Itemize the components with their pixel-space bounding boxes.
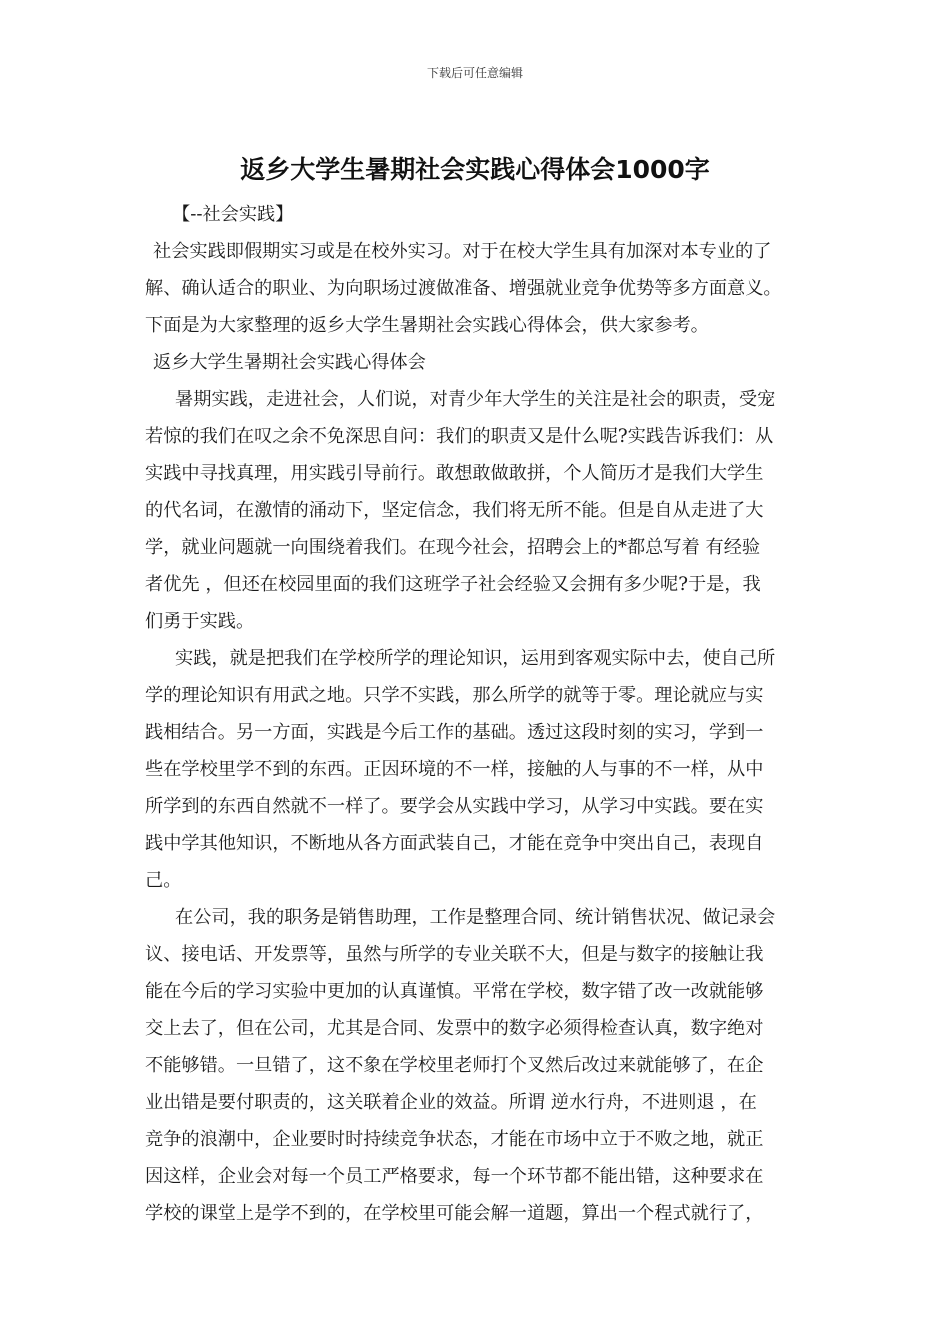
paragraph-line: 若惊的我们在叹之余不免深思自问：我们的职责又是什么呢?实践告诉我们：从	[145, 426, 774, 447]
paragraph-line: 学，就业问题就一向围绕着我们。在现今社会，招聘会上的*都总写着 有经验	[145, 537, 761, 558]
paragraph-line: 业出错是要付职责的，这关联着企业的效益。所谓 逆水行舟，不进则退 ，在	[145, 1092, 757, 1113]
paragraph-line: 不能够错。一旦错了，这不象在学校里老师打个叉然后改过来就能够了，在企	[145, 1055, 764, 1076]
paragraph-line: 践相结合。另一方面，实践是今后工作的基础。透过这段时刻的实习，学到一	[145, 722, 764, 743]
section-bracket: 【--社会实践】	[172, 204, 294, 225]
paragraph-line: 因这样，企业会对每一个员工严格要求，每一个环节都不能出错，这种要求在	[145, 1166, 764, 1187]
intro-line: 社会实践即假期实习或是在校外实习。对于在校大学生具有加深对本专业的了	[153, 241, 772, 262]
intro-line: 下面是为大家整理的返乡大学生暑期社会实践心得体会，供大家参考。	[145, 315, 709, 336]
paragraph-line: 学的理论知识有用武之地。只学不实践，那么所学的就等于零。理论就应与实	[145, 685, 764, 706]
paragraph-line: 所学到的东西自然就不一样了。要学会从实践中学习，从学习中实践。要在实	[145, 796, 764, 817]
paragraph-line: 竞争的浪潮中，企业要时时持续竞争状态，才能在市场中立于不败之地，就正	[145, 1129, 764, 1150]
paragraph-line: 能在今后的学习实验中更加的认真谨慎。平常在学校，数字错了改一改就能够	[145, 981, 764, 1002]
paragraph-line: 些在学校里学不到的东西。正因环境的不一样，接触的人与事的不一样，从中	[145, 759, 764, 780]
header-note: 下载后可任意编辑	[426, 66, 523, 80]
paragraph-line: 己。	[145, 870, 182, 891]
intro-line: 解、确认适合的职业、为向职场过渡做准备、增强就业竞争优势等多方面意义。	[145, 278, 782, 299]
paragraph-line: 在公司，我的职务是销售助理，工作是整理合同、统计销售状况、做记录会	[175, 907, 776, 928]
paragraph-line: 交上去了，但在公司，尤其是合同、发票中的数字必须得检查认真，数字绝对	[145, 1018, 764, 1039]
document-body	[145, 196, 825, 1232]
paragraph-line: 的代名词，在激情的涌动下，坚定信念，我们将无所不能。但是自从走进了大	[145, 500, 764, 521]
paragraph-line: 暑期实践，走进社会，人们说，对青少年大学生的关注是社会的职责，受宠	[175, 389, 776, 410]
paragraph-line: 践中学其他知识，不断地从各方面武装自己，才能在竞争中突出自己，表现自	[145, 833, 764, 854]
paragraph-line: 们勇于实践。	[145, 611, 255, 632]
document-title: 返乡大学生暑期社会实践心得体会1000字	[240, 155, 710, 184]
paragraph-line: 学校的课堂上是学不到的，在学校里可能会解一道题，算出一个程式就行了，	[145, 1203, 764, 1224]
paragraph-line: 实践，就是把我们在学校所学的理论知识，运用到客观实际中去，使自己所	[175, 648, 776, 669]
paragraph-line: 议、接电话、开发票等，虽然与所学的专业关联不大，但是与数字的接触让我	[145, 944, 764, 965]
subtitle: 返乡大学生暑期社会实践心得体会	[153, 352, 426, 373]
paragraph-line: 实践中寻找真理，用实践引导前行。敢想敢做敢拼，个人简历才是我们大学生	[145, 463, 764, 484]
paragraph-line: 者优先 ，但还在校园里面的我们这班学子社会经验又会拥有多少呢?于是，我	[145, 574, 761, 595]
